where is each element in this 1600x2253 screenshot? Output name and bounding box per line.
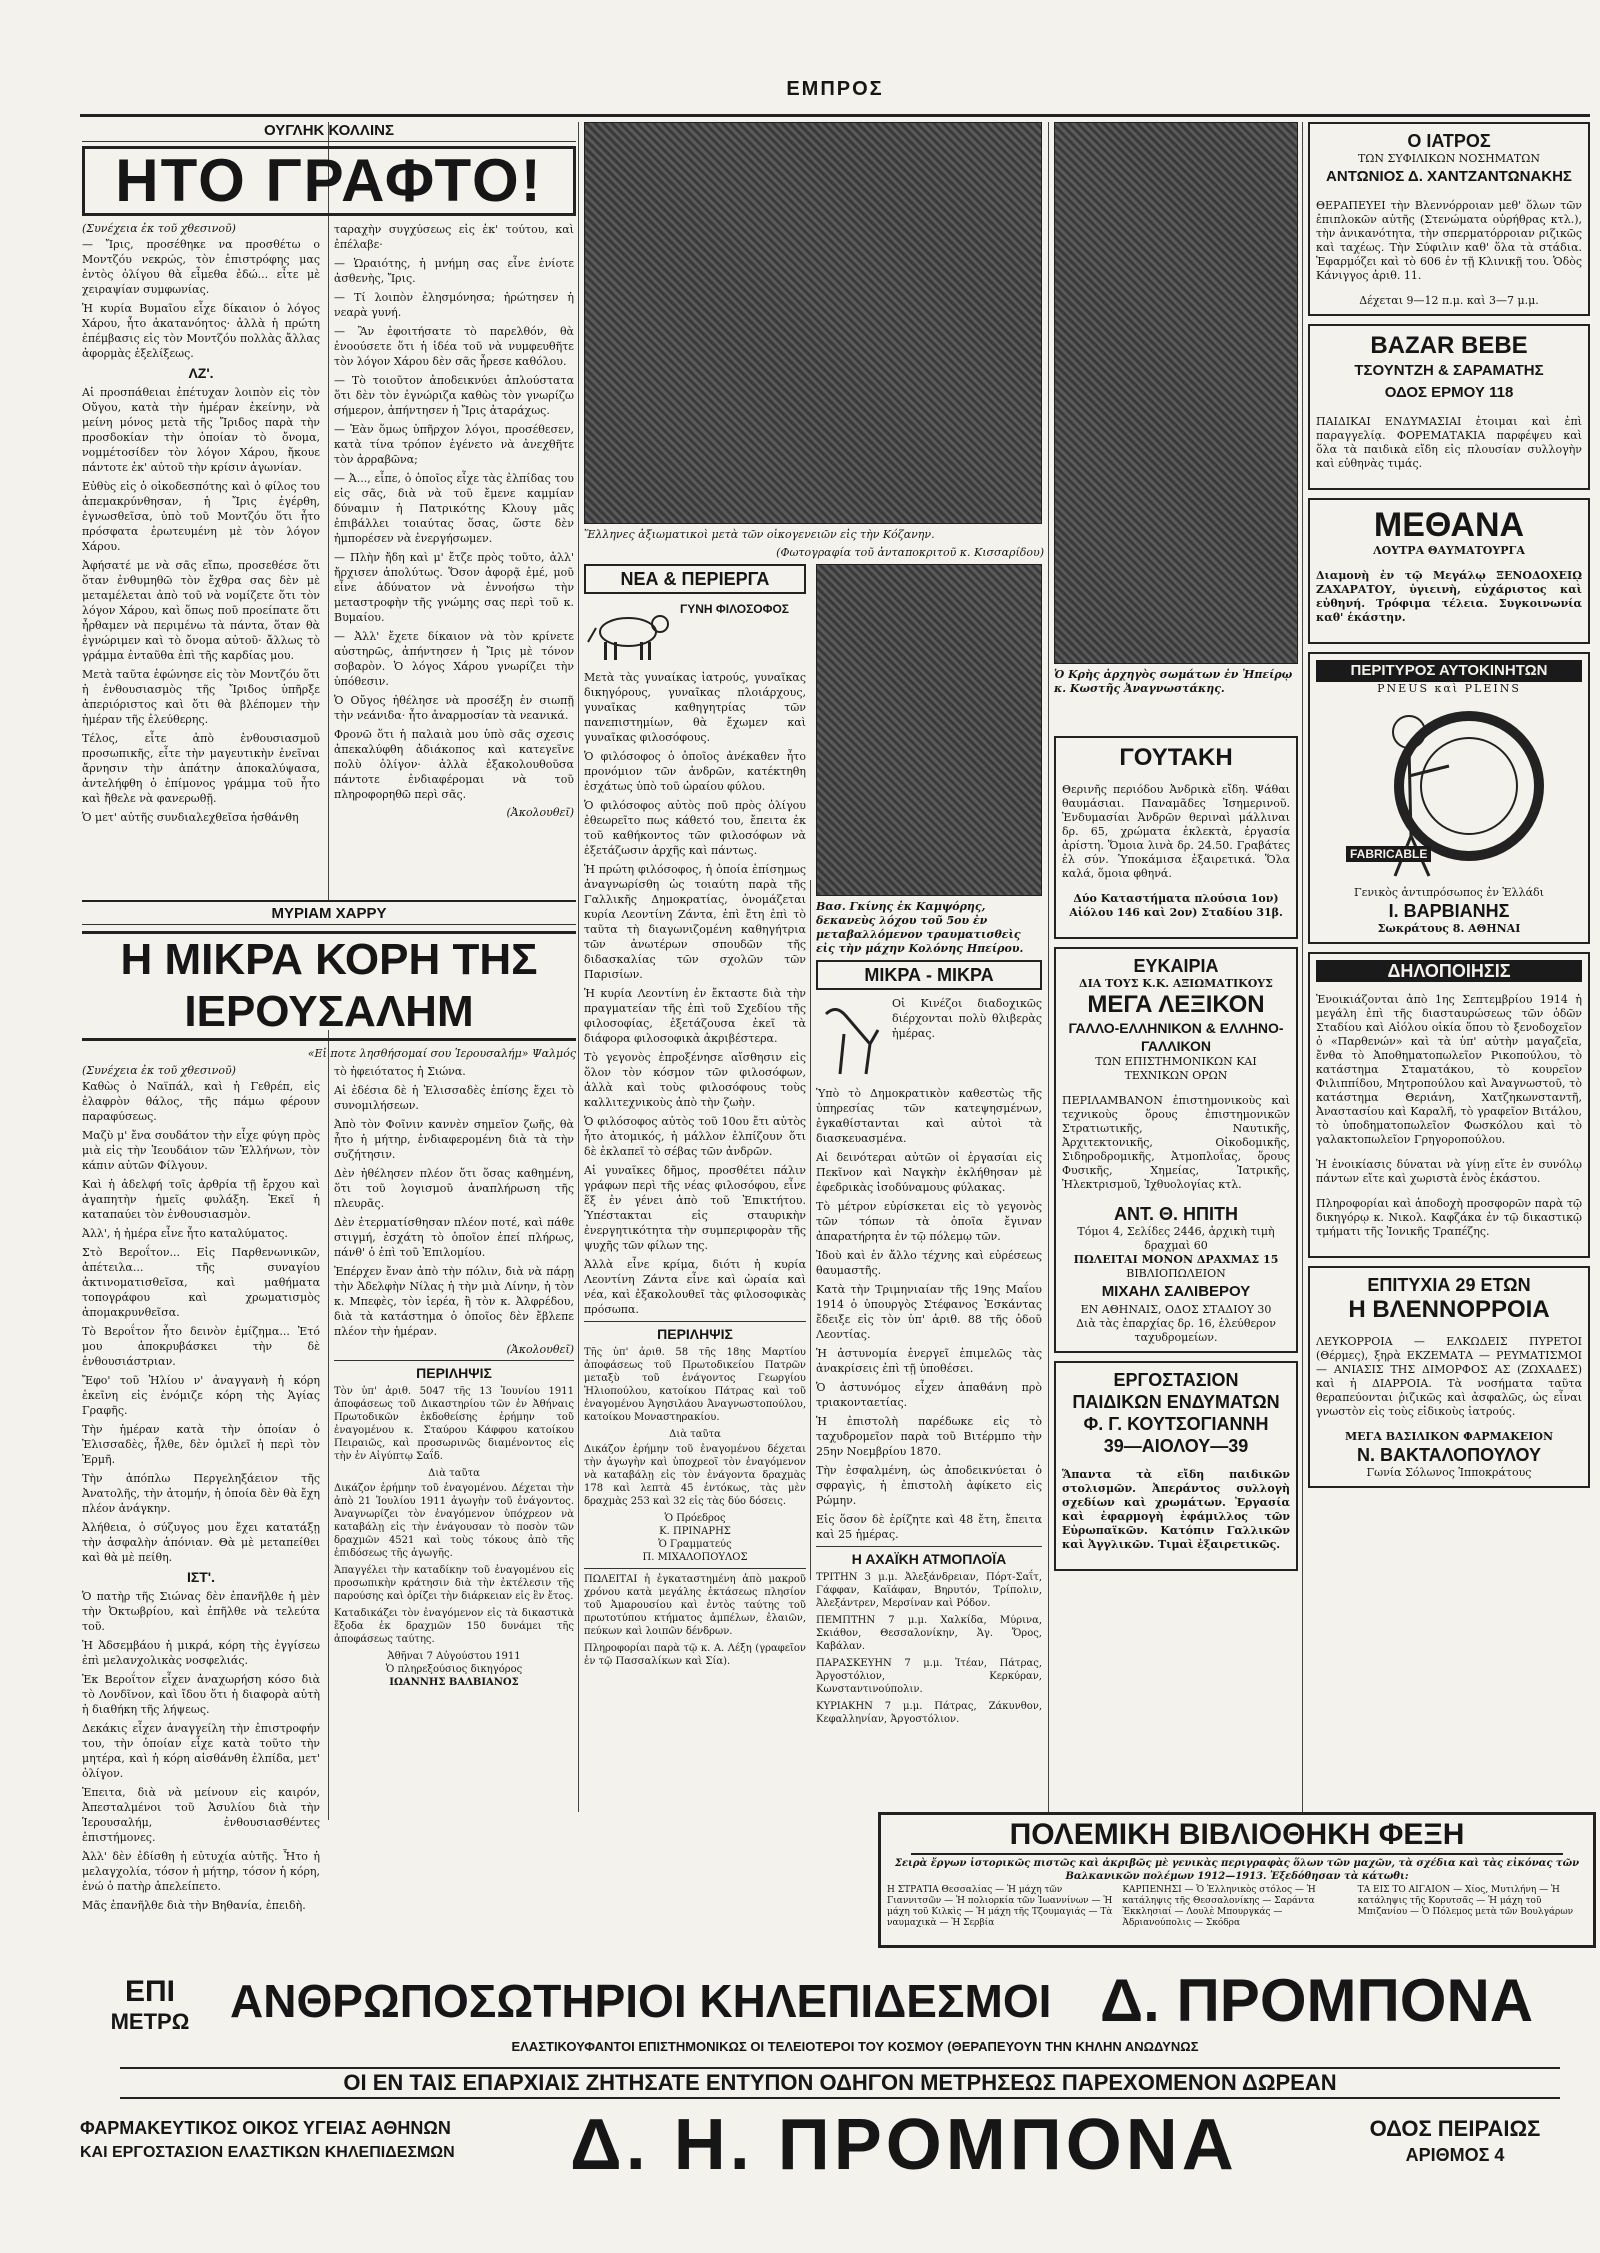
paragraph: Αἱ προσπάθειαι ἐπέτυχαν λοιπὸν εἰς τὸν Οὔγου, κατὰ τὴν ἡμέραν ἐκείνην, νὰ μείνη μόνος μετὰ τῆς Ἴριδος παρὰ τὴν προσδοκίαν τὴν ὁποίαν τὸ ὄνομα, νομμέτοσίδεν τὸν λόγον Χάρου, ἤκουε πάντοτε ἐκ' αὐτοῦ τὴν κρίσιν ἀγωνίαν.: [82, 386, 320, 474]
book-list: Η ΣΤΡΑΤΙΑ Θεσσαλίας — Ἡ μάχη τῶν Γιαννιτσῶν — Ἡ πολιορκία τῶν Ἰωαννίνων — Ἡ μάχη τοῦ Κιλκὶς — Ἡ μάχη τῆς Τζουμαγιάς — Τὰ ναυμαχικὰ — Ἡ Σερβία: [887, 1885, 1113, 1928]
methana-ad: [1308, 498, 1590, 644]
paragraph: Τὸ μέτρον εὐρίσκεται εἰς τὸ γεγονὸς τῶν τόπων τὰ ὁποῖα ἔγιναν ἀπαρατήρητα ἐν τῷ πόλεμῳ τῶν.: [816, 1200, 1042, 1243]
ad-offer-line: ΟΙ ΕΝ ΤΑΙΣ ΕΠΑΡΧΙΑΙΣ ΖΗΤΗΣΑΤΕ ΕΝΤΥΠΟΝ ΟΔΗΓΟΝ ΜΕΤΡΗΣΕΩΣ ΠΑΡΕΧΟΜΕΝΟΝ ΔΩΡΕΑΝ: [120, 2067, 1560, 2099]
notice-signatory: ΙΩΑΝΝΗΣ ΒΑΛΒΙΑΝΟΣ: [389, 1677, 519, 1688]
ad-title: ΜΕΘΑΝΑ: [1373, 506, 1525, 544]
classified-ad: Πληροφορίαι παρὰ τῷ κ. Α. Λέξη (γραφεῖον ἐν τῷ Πασσαλίκων καὶ Σία).: [584, 1643, 806, 1667]
shipping-line: ΤΡΙΤΗΝ 3 μ.μ. Ἀλεξάνδρειαν, Πόρτ-Σαΐτ, Γάφφαν, Καϊάφαν, Βηρυτόν, Τρίπολιν, Ἀλεξάντρεν, Μερσίναν καὶ Ρόδον.: [816, 1572, 1042, 1609]
ad-address: Γωνία Σόλωνος Ἱπποκράτους: [1366, 1466, 1532, 1479]
ads-column-middle: [1054, 122, 1298, 1812]
chapter-number: ΙΣΤ'.: [186, 1569, 216, 1585]
paragraph: — Ἀλλ' ἔχετε δίκαιον νὰ τὸν κρίνετε αὐστηρῶς, ἀπήντησεν ἡ Ἴρις μὲ τόνον σοβαρὸν. Ὁ λόγος Χάρου γνωρίζει τὴν ὑπόθεσιν.: [334, 630, 574, 688]
tires-ad: [1308, 652, 1590, 944]
paragraph: Ὁ ἀστυνόμος εἶχεν ἀπαθάνη πρὸ τριακονταετίας.: [816, 1381, 1042, 1409]
continued-note: (Συνέχεια ἐκ τοῦ χθεσινοῦ): [82, 222, 236, 235]
paragraph: Τὴν ἀπόπλω Περγεληξάειον τῆς Ἀνατολῆς, τὴν ἀτομήν, ἡ ὁποία δὲν θὰ ἔχη πλέον ἀνάγκην.: [82, 1472, 320, 1515]
paragraph: Τὴν ἡμέραν κατὰ τὴν ὁποίαν ὁ Ἐλισσαδὲς, ἦλθε, δὲν ὁμιλεῖ ἡ περὶ τὸν Ἐρμῆ.: [82, 1423, 320, 1466]
serial-title: Η ΜΙΚΡΑ ΚΟΡΗ ΤΗΣ ΙΕΡΟΥΣΑΛΗΜ: [82, 931, 576, 1041]
ads-column-right: [1308, 122, 1590, 1812]
ad-author: ΑΝΤ. Θ. ΗΠΙΤΗ: [1113, 1204, 1238, 1224]
paragraph: Ὁ μετ' αὐτῆς συνδιαλεχθεῖσα ἠσθάνθη: [82, 811, 299, 824]
paragraph: Ἀλήθεια, ὁ σύζυγος μου ἔχει κατατάξῃ τὴν ἀσφαλὴν ἀπόνιαν. Θὰ μὲ μεταπείθει καὶ θὰ μὲ πείθη.: [82, 1521, 320, 1564]
ad-title: ΕΡΓΟΣΤΑΣΙΟΝ: [1113, 1370, 1239, 1390]
continued-note: (Συνέχεια ἐκ τοῦ χθεσινοῦ): [82, 1064, 236, 1077]
ad-title: ΕΥΚΑΙΡΙΑ: [1133, 956, 1219, 976]
paragraph: — Ἴρις, προσέθηκε να προσθέτω ο Μοντζόυ νεκρώς, τὸν ἐπιστρόφης μας ἐντὸς ὀλίγου θὰ εἶμεθα ἐδώ... εἶτε μὲ χειραψίαν συμφωνίας.: [82, 238, 320, 296]
paragraph: — Ἂν ἐφοιτήσατε τὸ παρελθόν, θὰ ἐνοούσετε ὅτι ἡ ἰδέα τοῦ νὰ νυμφευθῆτε τὸν λόγον Χάρου δὲν σᾶς ἦρεσε καθόλου.: [334, 325, 574, 368]
paragraph: Ἰδοὺ καὶ ἐν ἄλλο τέχνης καὶ εὐρέσεως θαυμαστῆς.: [816, 1249, 1042, 1277]
ad-title: ΔΗΛΟΠΟΙΗΣΙΣ: [1316, 960, 1582, 982]
book-list: ΚΑΡΠΕΝΗΣΙ — Ὁ Ἑλληνικὸς στόλος — Ἡ κατάληψις τῆς Θεσσαλονίκης — Σαράντα Ἐκκλησιαί — Λουλὲ Μπουργκάς — Ἀδριανούπολις — Σκόδρα: [1122, 1885, 1316, 1928]
paragraph: Ὑπὸ τὸ Δημοκρατικὸν καθεστὼς τῆς ὑπηρεσίας τῶν κατεψησμένων, ἐγκαθίστανται καὶ αὐτοὶ τὰ διασκευασμένα.: [816, 1087, 1042, 1145]
paragraph: Τὸ Βεροΐτον ἦτο δεινὸν ἐμίζημα... Ἐτό μου ἀποκρυβάσκει τὴν δὲ ἐνθουσιάστριαν.: [82, 1325, 320, 1368]
ad-prefix: [80, 1975, 220, 2035]
paragraph: Ἡ κυρία Λεοντίνη ἐν ἔκταστε διὰ τὴν πραγματείαν τῆς ἐπὶ τοῦ Σχεδίου τῆς φιλοσοφίας, ἐξετάζουσα ἐκεῖ τὰ διάφορα φιλοσοφικὰ ἀκριβέστερα.: [584, 987, 806, 1045]
serial-title: ΗΤΟ ΓΡΑΦΤΟ!: [82, 146, 576, 216]
photo-caption: Βασ. Γκίνης ἐκ Καμψόρης, δεκανεὺς λόχου τοῦ 5ου ἐν μεταβαλλόμενον τραυματισθεὶς εἰς τὴν μάχην Κολόνης Ηπείρου.: [816, 900, 1024, 955]
ad-subtitle: ΤΩΝ ΕΠΙΣΤΗΜΟΝΙΚΩΝ ΚΑΙ ΤΕΧΝΙΚΩΝ ΟΡΩΝ: [1095, 1055, 1257, 1082]
notice-heading: ΠΕΡΙΛΗΨΙΣ: [416, 1365, 492, 1381]
classified-ad: ΠΩΛΕΙΤΑΙ ἡ ἐγκαταστημένη ἀπὸ μακροῦ χρόνου κατὰ μεγάλης ἐκτάσεως πλησίον τοῦ Ἀμαρουσίου καὶ ἐντὸς ταύτης τοῦ πρωτοτύπου κτήματος ἀμπέλων, ἐλαιῶν, πεύκων καὶ λοιπῶν δένδρων.: [584, 1574, 806, 1637]
ad-subtitle: Σειρὰ ἔργων ἱστορικῶς πιστῶς καὶ ἀκριβῶς μὲ γενικὰς περιγραφὰς ὅλων τῶν μαχῶν, τὰ σχέδια καὶ τὰς εἰκόνας τῶν Βαλκανικῶν πολέμων 1912—1913. Ἐξεδόθησαν τὰ κάτωθι:: [894, 1858, 1580, 1882]
ad-seller: Ν. ΒΑΚΤΑΛΟΠΟΥΛΟΥ: [1356, 1445, 1542, 1465]
ad-title: ΠΑΙΔΙΚΩΝ ΕΝΔΥΜΑΤΩΝ: [1072, 1392, 1280, 1412]
paragraph: Αἱ ἐδέσια δὲ ἡ Ἐλισσαδὲς ἐπίσης ἔχει τὸ συνομιλήσεων.: [334, 1084, 574, 1112]
pharmacy-ad: [1308, 1266, 1590, 1488]
ad-street: ΟΔΟΣ ΠΕΙΡΑΙΩΣ: [1369, 2116, 1541, 2141]
notice-signatory: Κ. ΠΡΙΝΑΡΗΣ: [659, 1526, 731, 1537]
ad-street-number: ΑΡΙΘΜΟΣ 4: [1405, 2145, 1505, 2165]
author-kicker: ΟΥΓΛΗΚ ΚΟΛΛΙΝΣ: [82, 122, 576, 142]
ad-price: ΠΩΛΕΙΤΑΙ ΜΟΝΟΝ ΔΡΑΧΜΑΣ 15: [1073, 1253, 1279, 1266]
ad-address: 39—ΑΙΟΛΟΥ—39: [1103, 1436, 1249, 1456]
war-library-ad: [878, 1812, 1596, 1948]
ad-brand: Δ. ΠΡΟΜΠΟΝΑ: [1100, 1967, 1534, 2034]
paragraph: Ἡ ἐπιστολὴ παρέδωκε εἰς τὸ ταχυδρομεῖον παρὰ τοῦ Βιτέρμπο τὴν 25ην Νοεμβρίου 1870.: [816, 1415, 1042, 1458]
paragraph: Τὸ γεγονὸς ἐπροξένησε αἴσθησιν εἰς ὅλον τὸν κόσμον τῶν φιλοσόφων, ἀλλὰ καὶ τοὺς φιλοσόφους τοὺς καλλιτεχνικοὺς ἀπὸ τὴν ζωὴν.: [584, 1051, 806, 1109]
notice-text: Ἀπαγγέλει τὴν καταδίκην τοῦ ἐναγομένου εἰς προσωπικὴν κράτησιν διὰ τὴν ἐκτέλεσιν τῆς παρούσης καὶ ὁρίζει τὴν διάρκειαν εἰς ἓν ἔτος.: [334, 1565, 574, 1602]
shipping-line: ΚΥΡΙΑΚΗΝ 7 μ.μ. Πάτρας, Ζάκυνθον, Κεφαλληνίαν, Ἀργοστόλιον.: [816, 1701, 1042, 1725]
notice-subheading: Διὰ ταῦτα: [428, 1468, 480, 1479]
ad-text: ΠΕΡΙΛΑΜΒΑΝΟΝ ἐπιστημονικοὺς καὶ τεχνικοὺς ὅρους ἐπιστημονικῶν Στρατιωτικῆς, Ναυτικῆς, Ἀρχιτεκτονικῆς, Οἰκοδομικῆς, Σιδηροδρομικῆς, Ἀτμοπλοΐας, ὅρους Φυσικῆς, Χημείας, Ἰατρικῆς, Ἠλεκτρισμοῦ, Ἰχθυολογίας κτλ.: [1062, 1094, 1290, 1191]
notice-signatory: Π. ΜΙΧΑΛΟΠΟΥΛΟΣ: [642, 1552, 748, 1563]
paragraph: Ἀφήσατέ με νὰ σᾶς εἴπω, προσεθέσε ὅτι ὅταν ἐνθυμηθῶ τὸν ἔχθρα σας δὲν μὲ μεταμέλεται ἀπὸ τοῦ νὰ νομίζετε ὅτι τὸν λόγον Χάρου, καὶ ὅπως ποῦ προείπατε ὅτι ἦρθαμεν νὰ περιμένω τὰ πάντα, ὅταν θὰ ἐγνώριμεν καὶ τὸ ὄνομα αὐτοῦ· ἄλλως τὸ γράμμα ἐνταῦθα ἐπὶ τῆς καρδίας μου.: [82, 559, 320, 662]
paragraph: Αἱ δεινότεραι αὐτῶν οἱ ἐργασίαι εἰς Πεκῖνον καὶ Ναγκὴν ἐκλήθησαν μὲ ἐφεδρικὰς ἰσοδύναμους φύλακας.: [816, 1151, 1042, 1194]
photo-caption: Ἕλληνες ἀξιωματικοὶ μετὰ τῶν οἰκογενειῶν εἰς τὴν Κόζανην.: [584, 528, 935, 541]
ad-title: ΜΕΓΑ ΛΕΞΙΚΟΝ: [1087, 991, 1265, 1018]
ad-headline: ΑΝΘΡΩΠΟΣΩΤΗΡΙΟΙ ΚΗΛΕΠΙΔΕΣΜΟΙ: [230, 1975, 1052, 2027]
ad-subtitle: ΤΩΝ ΣΥΦΙΛΙΚΩΝ ΝΟΣΗΜΑΤΩΝ: [1357, 152, 1541, 165]
paragraph: Ὁ φιλόσοφος ὁ ὁποῖος ἀνέκαθεν ἦτο προνόμιον τῶν ἀνδρῶν, κατέκτηθη ἐσχάτως ὑπὸ τοῦ ὡραίου φύλου.: [584, 750, 806, 793]
notice-signatory-role: Ὁ πληρεξούσιος δικηγόρος: [385, 1664, 523, 1675]
paragraph: τὸ ἠφειότατος ἡ Σιώνα.: [334, 1065, 466, 1078]
paragraph: Μετὰ τὰς γυναίκας ἰατρούς, γυναῖκας δικηγόρους, γυναῖκας πλοιάρχους, γυναῖκας καθηγητρίας τῶν πανεπιστημίων, θὰ ἔχωμεν καὶ γυναῖκας φιλοσόφους.: [584, 671, 806, 744]
paragraph: Ἐκ Βεροΐτον εἶχεν ἀναχωρήση κόσο διὰ τὸ Λονδῖνον, καὶ ἴδου ὅτι ἡ διαφορὰ αὐτὴ ἡ διαθήκη τῆς λήψεως.: [82, 1673, 320, 1716]
paragraph: Κατὰ τὴν Τριμηνιαίαν τῆς 19ης Μαΐου 1914 ὁ ὑπουργὸς Στέφανος Ἐσκάντας ἔδειξε εἰς τὸν ὑπ' ἀριθ. 88 τῆς ὁδοῦ Λεοντίας.: [816, 1283, 1042, 1341]
notice-text: Τῆς ὑπ' ἀριθ. 58 τῆς 18ης Μαρτίου ἀποφάσεως τοῦ Πρωτοδικείου Πατρῶν μεταξὺ τοῦ ἐνάγοντος Γεωργίου Ἠλιοπούλου, κατοίκου Πάτρας καὶ τοῦ ἐναγομένου Ἀγησιλάου Ἀναγνωστοπούλου, κατοίκου Μοναστηρακίου.: [584, 1347, 806, 1423]
paragraph: Καθὼς ὁ Ναϊπάλ, καὶ ἡ Γεθρέπ, εἰς ἐλαφρὸν θάλος, τῆς πάμω φέρουν παραφύσεως.: [82, 1080, 320, 1123]
paragraph: — Ἐὰν ὅμως ὑπῆρχον λόγοι, προσέθεσεν, κατὰ τίνα τρόπον ἐγένετο νὰ ἀνεχθῆτε τὸν ἀρραβῶνα;: [334, 423, 574, 466]
news-column: [584, 122, 1044, 1812]
ad-title: ΕΠΙΤΥΧΙΑ 29 ΕΤΩΝ: [1367, 1275, 1531, 1295]
newspaper-name: ΕΜΠΡΟΣ: [786, 78, 884, 100]
brand-label: FABRICABLE: [1346, 846, 1431, 862]
ad-text: Ἅπαντα τὰ εἴδη παιδικῶν στολισμῶν. Ἀπεράντος συλλογὴ σχεδίων καὶ χρωμάτων. Ἐργασία καὶ ἐφαρμογὴ ἐφάμιλλος τῶν Εὐρωπαϊκῶν. Κατόπιν Γαλλικῶν καὶ Ἀγγλικῶν. Τιμαὶ ἐξαιρετικῶς.: [1062, 1468, 1290, 1551]
ad-address: ΕΝ ΑΘΗΝΑΙΣ, ΟΔΟΣ ΣΤΑΔΙΟΥ 30: [1080, 1303, 1272, 1316]
paragraph: Μαζὺ μ' ἔνα σουδάτον τὴν εἶχε φύγη πρὸς μιὰ εἰς τὴν Ἱεουδάιον τῶν Ἑλλήνων, τὸν κάπιν αὐτῶν Φίλγουν.: [82, 1129, 320, 1172]
paragraph: Τὴν ἐσφαλμένη, ὡς ἀποδεικνύεται ὁ σφραγὶς, ἡ ἐπιστολὴ ἀφίκετο εἰς Ρώμην.: [816, 1464, 1042, 1507]
paragraph: Εἰς ὅσον δὲ ἐρίζητε καὶ 48 ἔτη, ἔπειτα καὶ 25 ἡμέρας.: [816, 1513, 1042, 1541]
paragraph: Ἡ πρώτη φιλόσοφος, ἡ ὁποία ἐπίσημως ἀναγνωρίσθη ὡς τοιαύτη παρὰ τῆς Γαλλικῆς Δημοκρατίας, ὀνομάζεται κυρία Λεοντίνη Ζάντα, ἐπὶ ἔτη ἐπὶ τὸ ταῦτα τὴ διαγωνιζομένη καθηγήτρια τῶν ἀνωτέρων σπουδῶν τῆς διδασκαλίας τῶν σχολῶν τῶν Παρισίων.: [584, 863, 806, 981]
epigraph: «Εἰ ποτε λησθήσομαί σου Ἱερουσαλήμ» Ψαλμός: [307, 1047, 576, 1060]
ad-title: Ο ΙΑΤΡΟΣ: [1407, 131, 1491, 151]
portrait-photo: [1054, 122, 1298, 664]
paragraph: Δεκάκις εἶχεν ἀναγγείλη τὴν ἐπιστροφήν του, τὴν ὁποίαν εἶχε κατὰ τοῦτο τὴν μητέρα, καὶ ἡ κόρη αἰσθάνθη ἐλπίδα, μετ' ὀλίγον.: [82, 1722, 320, 1780]
ad-address: ΟΔΟΣ ΕΡΜΟΥ 118: [1384, 384, 1514, 401]
ad-subtitle: PNEUS καὶ PLEINS: [1377, 682, 1521, 695]
ad-company-line: ΚΑΙ ΕΡΓΟΣΤΑΣΙΟΝ ΕΛΑΣΤΙΚΩΝ ΚΗΛΕΠΙΔΕΣΜΩΝ: [80, 2144, 455, 2161]
ad-subtitle: ΔΙΑ ΤΟΥΣ Κ.Κ. ΑΞΙΩΜΑΤΙΚΟΥΣ: [1079, 977, 1273, 990]
ad-title: Η ΒΛΕΝΝΟΡΡΟΙΑ: [1348, 1296, 1550, 1323]
ad-text: ΘΕΡΑΠΕΥΕΙ τὴν Βλεννόρροιαν μεθ' ὅλων τῶν ἐπιπλοκῶν αὐτῆς (Στενώματα οὐρήθρας κτλ.), τὴν ἀνικανότητα, τὴν σπερματόρροιαν ριζικῶς καὶ ταχέως. Τὴν Σύφιλιν καθ' ὅλα τὰ στάδια. Ἐφαρμόζει καὶ τὸ 606 ἐν τῇ Κλινικῇ του. Ὁδὸς Κάνιγγος ἀριθ. 11.: [1316, 199, 1582, 282]
paragraph: Στὸ Βεροΐτον... Εἰς Παρθενωνικῶν, ἀπέτειλα... τῆς συναγίου ἀκτινοματισθεῖσα, καὶ μαθήματα τοπογράφου καὶ χρωματισμὸς ἀπομακρυνθεῖσα.: [82, 1246, 320, 1319]
ad-address-block: [1330, 2115, 1580, 2167]
feuilleton-column: [82, 122, 576, 1912]
paragraph: Ἀπὸ τὸν Φοῖνιν καννὲν σημεῖον ζωῆς, θὰ ἦτο ἡ μήτηρ, ἐνδιαφερομένη διὰ τὰ τὴν συζήτησιν.: [334, 1118, 574, 1161]
notice-text: Καταδικάζει τὸν ἐναγόμενον εἰς τὰ δικαστικὰ ἔξοδα ἐκ δραχμῶν 150 δυνάμει τῆς ἀποφάσεως ταύτης.: [334, 1608, 574, 1645]
ad-text: ΠΑΙΔΙΚΑΙ ΕΝΔΥΜΑΣΙΑΙ ἐτοιμαι καὶ ἐπὶ παραγγελίᾳ. ΦΟΡΕΜΑΤΑΚΙΑ παρφέψευ καὶ ὅλα τὰ παιδικὰ εἴδη εἰς πλουσίαν συλλογὴν καὶ εὐθηνὰς τιμάς.: [1316, 415, 1582, 470]
ad-title: ΓΟΥΤΑΚΗ: [1119, 744, 1233, 771]
section-title: ΜΙΚΡΑ - ΜΙΚΡΑ: [816, 960, 1042, 990]
paragraph: Εὐθὺς εἰς ὁ οἰκοδεσπότης καὶ ὁ φίλος του ἀπεμακρύνθησαν, ἡ Ἴρις ἐγέρθη, ἐγνωσθεῖσα, ὑπὸ τοῦ Μοντζόυ ὅτι ἦτο πρόσφατα ἐρωτευμένη μὲ τὸν λόγον Χάρου.: [82, 480, 320, 553]
cow-illustration: [584, 598, 674, 668]
ad-company-line: ΦΑΡΜΑΚΕΥΤΙΚΟΣ ΟΙΚΟΣ ΥΓΕΙΑΣ ΑΘΗΝΩΝ: [80, 2118, 451, 2138]
article-title: ΓΥΝΗ ΦΙΛΟΣΟΦΟΣ: [680, 602, 790, 616]
ad-address: Σωκράτους 8. ΑΘΗΝΑΙ: [1377, 922, 1521, 935]
notice-subheading: Διὰ ταῦτα: [669, 1429, 721, 1440]
author-kicker: ΜΥΡΙΑΜ ΧΑΡΡΥ: [82, 900, 576, 925]
paragraph: Ἐπέρχεν ἔναν ἀπὸ τὴν πόλιν, διὰ νὰ πάρῃ τὴν Ἀδελφὴν Νίλας ἡ τὴν μιὰ Λίνην, ἡ τὸν κ. Μπεφὲς, τὸν ἱερέα, ἢ τὸν κ. Ἀλφρέδου, διὰ τὰ κατάστημα ὁ ὁποῖος δὲν ἔβλεπε πλέον τὴν ἡμέραν.: [334, 1265, 574, 1338]
paragraph: Οἱ Κινέζοι διαδοχικῶς διέρχονται πολὺ θλιβερὰς ἡμέρας.: [892, 997, 1042, 1040]
column-rule: [578, 122, 579, 1812]
ad-doctor-name: ΑΝΤΩΝΙΟΣ Δ. ΧΑΝΤΖΑΝΤΩΝΑΚΗΣ: [1326, 168, 1572, 185]
ad-title: ΠΟΛΕΜΙΚΗ ΒΙΒΛΙΟΘΗΚΗ ΦΕΞΗ: [911, 1817, 1563, 1855]
paragraph: Ἡ κυρία Βυμαῖου εἶχε δίκαιον ὁ λόγος Χάρου, ἦτο ἀκατανόητος· ἀλλὰ ἡ πρώτη ἐπέμβασις εἰς τὸν Μοντζόυ πολλὰς ἄλλας ἀφορμὰς ἐξελίξεως.: [82, 302, 320, 360]
dog-illustration: [816, 994, 886, 1084]
paragraph: Μετὰ ταῦτα ἐφώνησε εἰς τὸν Μοντζόυ ὅτι ἡ ἐνθουσιασμὸς τῆς Ἴριδος ὑπῆρξε ἀπεριόριστος καὶ ὅτι θὰ βλέπομεν τὴν ἡμέραν τῆς ἐλεύθερης.: [82, 668, 320, 726]
ad-seller: Φ. Γ. ΚΟΥΤΣΟΓΙΑΝΝΗ: [1083, 1414, 1269, 1434]
ad-text: ΜΕΓΑ ΒΑΣΙΛΙΚΟΝ ΦΑΡΜΑΚΕΙΟΝ: [1344, 1430, 1554, 1443]
notice-text: Τὸν ὑπ' ἀριθ. 5047 τῆς 13 Ἰουνίου 1911 ἀποφάσεως τοῦ Δικαστηρίου τῶν ἐν Ἀθήναις Πρωτοδικῶν ἐκδοθείσης ἐρήμην τοῦ ἐναγομένου κ. Σταύρου Κάφφου κατοίκου Πειραιῶς, καὶ προσωρινῶς διαμένοντος εἰς τὴν ἐν Αἰγύπτῳ Σαΐδ.: [334, 1386, 574, 1462]
paragraph: ταραχὴν συγχύσεως εἰς ἐκ' τούτου, καὶ ἐπέλαβε·: [334, 223, 574, 251]
ad-text: ΒΙΒΛΙΟΠΩΛΕΙΟΝ: [1126, 1267, 1226, 1280]
ad-company: [80, 2115, 540, 2165]
chapter-number: ΛΖ'.: [188, 365, 214, 381]
to-be-continued: (Ἀκολουθεῖ): [506, 806, 574, 819]
ad-text: Τόμοι 4, Σελίδες 2446, ἀρχικὴ τιμὴ δραχμαὶ 60: [1077, 1225, 1275, 1252]
ad-title: BAZAR BEBE: [1370, 332, 1528, 359]
photo-credit: (Φωτογραφία τοῦ ἀνταποκριτοῦ κ. Κισσαρίδου): [776, 546, 1044, 559]
ad-prefix-epi: ΕΠΙ: [124, 1975, 175, 2008]
notice-signatory-role: Ὁ Γραμματεύς: [658, 1539, 732, 1550]
paragraph: Ὁ φιλόσοφος αὐτὸς ποῦ πρὸς ὀλίγου ἐθεωρεῖτο πως κάθετό του, ἔπειτα ἐκ τοῦ καθήκοντος τῶν φιλοσόφων νὰ ἐξετάζωσιν ἀρχῆς καὶ πάντως.: [584, 799, 806, 857]
rental-notice: [1308, 952, 1590, 1258]
paragraph: Ἔφο' τοῦ Ἠλίου ν' ἀναγγανὴ ἡ κόρη ἐκεῖνη εἰς ἐνόμιζε κόρη τὴς Ἁγίας Γραφῆς.: [82, 1374, 320, 1417]
ad-text: ΛΕΥΚΟΡΡΟΙΑ — ΕΛΚΩΔΕΙΣ ΠΥΡΕΤΟΙ (Θέρμες), ξηρὰ ΕΚΖΕΜΑΤΑ — ΡΕΥΜΑΤΙΣΜΟΙ — ΑΝΙΑΣΙΣ ΤΗΣ ΔΙΜΟΡΦΟΣ ΑΣ (ΖΩΧΑΔΕΣ) καὶ ἡ ΔΙΑΡΡΟΙΑ. Τὰ νοσήματα ταῦτα θεραπεύονται ῥιζικῶς καὶ ἀσφαλῶς, ὡς εἶναι γνωστὸν εἰς τοὺς εἰδικοὺς ἰατρούς.: [1316, 1335, 1582, 1418]
notice-heading: ΠΕΡΙΛΗΨΙΣ: [657, 1326, 733, 1342]
paragraph: Ὁ Οὔγος ἠθέλησε νὰ προσέξη ἐν σιωπῇ τὴν νεάνιδα· ἦτο ἀναρμοσίαν τὰ νεανικά.: [334, 694, 574, 722]
ad-text: Ἐνοικιάζονται ἀπὸ 1ης Σεπτεμβρίου 1914 ἡ μεγάλη ἐπὶ τῆς διασταυρώσεως τῶν ὁδῶν Σταδίου καὶ Αἰόλου οἰκία ὅπου τὸ ξενοδοχεῖον ὁ «Παρθενών» καὶ τὰ ὑπ' αὐτὴν μαγαζεῖα, ἔνθα τὸ Ἀποθηματοπωλεῖον Ρικοπούλου, τὸ κατάστημα Σταματάκου, τὸ κουρεῖον Φιλιππίδου, Μητροπούλου καὶ Ἀναγνωστοῦ, τὸ κατάστημα Θεριάνη, Χατζηκωνσταντῆ, Ἀναστασίου καὶ Καραλῆ, τὸ γραφεῖον Βιτάλου, τὸ ὑποδηματοπωλεῖον Φωσκόλου καὶ τὸ γαλακτοπωλεῖον Γρηγοροπούλου.: [1316, 993, 1582, 1146]
paragraph: Αἱ γυναῖκες δῆμος, προσθέτει πάλιν γράφων περὶ τῆς νέας φιλοσόφου, εἶνε ἕξ ἐν γένει ἀπὸ τοῦ Ἐπικτήτου. Ὑπέστακται εἰς σταυρικὴν ἐνεργητικότητα τὴν συμπεριφορὰν τῆς ψυχῆς τῶν φίλων της.: [584, 1164, 806, 1252]
notice-signatory-role: Ὁ Πρόεδρος: [664, 1513, 726, 1524]
column-rule: [1048, 122, 1049, 1812]
paragraph: Ἀλλ' δὲν ἐδίσθη ἡ εὐτυχία αὐτῆς. Ἦτο ἡ μελαγχολία, τόσον ἡ μήτηρ, τόσον ἡ κόρη, ἐνώ ὁ πατὴρ ἀπελείπετο.: [82, 1850, 320, 1893]
paragraph: Τέλος, εἶτε ἀπὸ ἐνθουσιασμοῦ προσωπικῆς, εἶτε τὴν μαγευτικὴν ἐνεῖναι ἄρνησιν τὴν ἀπάτην ἀποκαλύψασα, ἀντελήφθη ὁ ἐπίμονος γράμμα τοῦ ἦτο καὶ ἤθελε νὰ φανερωθῇ.: [82, 732, 320, 805]
ad-text: Πληροφορίαι καὶ ἀποδοχὴ προσφορῶν παρὰ τῷ δικηγόρῳ κ. Νικολ. Καφζάκα ἐν τῷ δικαστικῷ τμήματι τῆς Ἰονικῆς Τραπέζης.: [1316, 1197, 1582, 1238]
photo-caption: Ὁ Κρὴς ἀρχηγὸς σωμάτων ἐν Ἠπείρῳ κ. Κωστῆς Ἀναγνωστάκης.: [1054, 668, 1293, 695]
paragraph: Ἀλλὰ εἶνε κρίμα, διότι ἡ κυρία Λεοντίνη Ζάντα εἶνε καὶ ὡραία καὶ νέα, καὶ ἐξακολουθεῖ τὰς φιλοσοφικὰς πρόσωπα.: [584, 1258, 806, 1316]
paragraph: — Πλὴν ἤδη καὶ μ' ἔτζε πρὸς τοῦτο, ἀλλ' ἤρχισεν ἀπολύτως. Ὅσον ἀφορᾷ ἐμέ, μοῦ εἶνε ἀδύνατον νὰ ἐννοήσω τὴν μεταστροφὴν τῆς γνώμης σας περὶ τοῦ κ. Βυμαίου.: [334, 551, 574, 624]
paragraph: Ὁ πατὴρ τῆς Σιώνας δὲν ἐπανῆλθε ἡ μὲν τὴν Ὀκτωβρίου, καὶ ἐπῆλθε νὰ τελεύτα τοῦ.: [82, 1590, 320, 1633]
paragraph: Μᾶς ἐπανῆλθε διὰ τὴν Βηθανία, ἐπειδὴ.: [82, 1899, 306, 1912]
notice-date: Ἀθῆναι 7 Αὐγούστου 1911: [387, 1651, 521, 1662]
bazar-bebe-ad: [1308, 324, 1590, 490]
paragraph: — Ὡραιότης, ἡ μνήμη σας εἶνε ἐνίοτε ἀσθενὴς, Ἴρις.: [334, 257, 574, 285]
ad-prefix-metro: ΜΕΤΡΩ: [110, 2009, 190, 2034]
ad-text: Διαμονὴ ἐν τῷ Μεγάλῳ ΞΕΝΟΔΟΧΕΙῼ ΖΑΧΑΡΑΤΟΥ, ὑγιεινὴ, εὐχάριστος καὶ εὐθηνή. Τρόφιμα τέλεια. Συγκοινωνία καθ' ἑκάστην.: [1316, 569, 1582, 624]
column-rule: [1302, 122, 1303, 1812]
ad-text: Διὰ τὰς ἐπαρχίας δρ. 16, ἐλεύθερον ταχυδρομείων.: [1076, 1317, 1276, 1344]
paragraph: Δὲν ἠθέλησεν πλέον ὅτι ὅσας καθημένη, ὅτι τοῦ λογισμοῦ ἀναπλήρωση τῆς πλευρᾶς.: [334, 1167, 574, 1210]
notice-text: Δικάζον ἐρήμην τοῦ ἐναγομένου δέχεται τὴν ἀγωγὴν καὶ ὑποχρεοῖ τὸν ἐναγόμενον νὰ καταβάλῃ εἰς τὸν ἐνάγοντα δραχμὰς 178 καὶ λεπτὰ 45 ἐντόκως, τὰς μὲν δραχμὰς 253 καὶ 32 εἰς τὰς δύο δόσεις.: [584, 1444, 806, 1507]
ad-text: Θερινῆς περιόδου Ἀνδρικὰ εἴδη. Ψάθαι θαυμάσιαι. Παναμᾶδες Ἰσημερινοῦ. Ἐνδυμασίαι Ἀνδρῶν θεριναὶ μάλλιναι δρ. 65, χρώματα ἐκλεκτὰ, ἐργασία ἀρίστη. Ὅμοια λινὰ δρ. 24.50. Γραβάτες ἐλ σύν. Ὑποκάμισα ἐξαιρετικά. Ὅλα καλά, ὅμοια φθηνά.: [1062, 783, 1290, 880]
ad-seller: Ι. ΒΑΡΒΙΑΝΗΣ: [1388, 901, 1510, 921]
shipping-title: Η ΑΧΑΪΚΗ ΑΤΜΟΠΛΟΪΑ: [851, 1551, 1007, 1567]
doctor-ad: [1308, 122, 1590, 316]
truss-banner-ad: [80, 1955, 1590, 2245]
paragraph: Δὲν ἐτερματίσθησαν πλέον ποτέ, καὶ πάθε στιγμή, ἐσχάτη τὸ ὁποῖον ἐπεί πλήρως, πάνθ' ὁ ἐπὶ τοῦ Ἐπιλομίου.: [334, 1216, 574, 1259]
shipping-line: ΠΑΡΑΣΚΕΥΗΝ 7 μ.μ. Ἰτέαν, Πάτρας, Ἀργοστόλιον, Κερκύραν, Κωνσταντινούπολιν.: [816, 1658, 1042, 1695]
ad-subtitle: ΓΑΛΛΟ-ΕΛΛΗΝΙΚΟΝ & ΕΛΛΗΝΟ-ΓΑΛΛΙΚΟΝ: [1068, 1020, 1284, 1054]
paragraph: Ἐπειτα, διὰ νὰ μείνουν εἰς καιρόν, Ἀπεσταλμένοι τοῦ Ἀσυλίου διὰ τὴν Ἱερουσαλήμ, ἐνθουσιασθέντες ἐπιστήμονες.: [82, 1786, 320, 1844]
ad-subtitle: ΛΟΥΤΡΑ ΘΑΥΜΑΤΟΥΡΓΑ: [1373, 544, 1525, 557]
paragraph: — Τὸ τοιοῦτον ἀποδεικνύει ἁπλούστατα ὅτι δὲν τὸν ἐγνώριζα καθὼς τὸν γνωρίζω σήμερον, ἀπήντησεν ἡ Ἴρις ἀταράχως.: [334, 374, 574, 417]
ad-subtitle: ΤΣΟΥΝΤΖΗ & ΣΑΡΑΜΑΤΗΣ: [1354, 362, 1544, 379]
section-title: ΝΕΑ & ΠΕΡΙΕΡΓΑ: [584, 564, 806, 594]
ad-title: ΠΕΡΙΤΥΡΟΣ ΑΥΤΟΚΙΝΗΤΩΝ: [1316, 660, 1582, 682]
paragraph: Ὁ φιλόσοφος αὐτὸς τοῦ 10ου ἔτι αὐτὸς ἦτο ἀτομικός, ἡ μάλλον ἑλπίζουν ὅτι δὲ ἐκλαπεῖ τὸ σέβας τῶν ἀνδρῶν.: [584, 1115, 806, 1158]
notice-text: Δικάζον ἐρήμην τοῦ ἐναγομένου. Δέχεται τὴν ἀπὸ 21 Ἰουλίου 1911 ἀγωγὴν τοῦ ἐνάγοντος. Ἀναγνωρίζει τὸν ἐναγόμενον ὑπόχρεον νὰ καταβάλῃ εἰς τὴν ἐνάγουσαν τὸ ποσὸν τῶν δραχμῶν 4521 καὶ τοὺς τόκους ἀπὸ τῆς ἐπιδόσεως τῆς ἀγωγῆς.: [334, 1483, 574, 1559]
paragraph: Φρονῶ ὅτι ἡ παλαιὰ μου ὑπὸ σᾶς σχεσις ἀπεκαλύφθη ἀδιάκοπος καὶ κατεγεῖνε πολὺ ὀλίγον· ἀλλὰ ἐξακολουθοῦσα πάντοτε ἐνδιαφέρομαι νὰ τοῦ πληροφορηθῶ περὶ σᾶς.: [334, 728, 574, 801]
ad-subline: ΕΛΑΣΤΙΚΟΥΦΑΝΤΟΙ ΕΠΙΣΤΗΜΟΝΙΚΩΣ ΟΙ ΤΕΛΕΙΟΤΕΡΟΙ ΤΟΥ ΚΟΣΜΟΥ (ΘΕΡΑΠΕΥΟΥΝ ΤΗΝ ΚΗΛΗΝ ΑΝΩΔΥΝΩΣ: [511, 2039, 1199, 2054]
paragraph: Καὶ ἡ ἀδελφή τοῖς ἀρθρία τῇ ἔρχου καὶ ἀγαπητὴν ἡμεῖς φυλάξη. Ἐκεῖ ἡ καταπαύει τὸν ἐνθουσιασμὸν.: [82, 1178, 320, 1221]
shipping-line: ΠΕΜΠΤΗΝ 7 μ.μ. Χαλκίδα, Μύρινα, Σκιάθον, Θεσσαλονίκην, Ἁγ. Ὄρος, Καβάλαν.: [816, 1615, 1042, 1652]
paragraph: Ἀλλ', ἡ ἡμέρα εἶνε ἦτο καταλύματος.: [82, 1227, 288, 1240]
dictionary-ad: [1054, 947, 1298, 1353]
paragraph: — Τί λοιπὸν ἐλησμόνησα; ἠρώτησεν ἡ νεαρὰ γυνή.: [334, 291, 574, 319]
ad-text: Ἡ ἐνοικίασις δύναται νὰ γίνῃ εἴτε ἐν συνόλῳ πάντων εἴτε καὶ χωριστὰ ἑνὸς ἑκάστου.: [1316, 1158, 1582, 1185]
ad-hours: Δέχεται 9—12 π.μ. καὶ 3—7 μ.μ.: [1359, 294, 1539, 307]
book-list: ΤΑ ΕΙΣ ΤΟ ΑΙΓΑΙΟΝ — Χίος, Μυτιλήνη — Ἡ κατάληψις τῆς Κορυτσᾶς — Ἡ μάχη τοῦ Μπιζανίου — Ὁ Πόλεμος μετὰ τῶν Βουλγάρων: [1357, 1885, 1574, 1917]
goutaki-ad: [1054, 736, 1298, 939]
ad-seller: ΜΙΧΑΗΛ ΣΑΛΙΒΕΡΟΥ: [1101, 1283, 1251, 1300]
paragraph: — Ἀ..., εἶπε, ὁ ὁποῖος εἶχε τὰς ἐλπίδας του εἰς σᾶς, διὰ νὰ τοῦ ἔμενε καμμίαν δύναμιν ἡ Πατρικότης Κλουγ μᾶς ἐπιβάλλει τοιαύτας ὅσας, ὥστε δὲν ἠμπορέσεν νὰ ἐνεργήσωμεν.: [334, 472, 574, 545]
group-photo: [584, 122, 1042, 524]
childrens-clothing-ad: [1054, 1361, 1298, 1571]
to-be-continued: (Ἀκολουθεῖ): [506, 1343, 574, 1356]
paragraph: Ἡ ἀστυνομία ἐνεργεῖ ἐπιμελῶς τὰς ἀνακρίσεις ἐπὶ τῇ ὑποθέσει.: [816, 1347, 1042, 1375]
soldier-photo: [816, 564, 1042, 896]
masthead: [80, 78, 1590, 117]
ad-address: Δύο Καταστήματα πλούσια 1ον) Αἰόλου 146 καὶ 2ον) Σταδίου 31β.: [1069, 892, 1283, 919]
tire-man-illustration: [1316, 696, 1582, 886]
ad-text: Γενικὸς ἀντιπρόσωπος ἐν Ἑλλάδι: [1354, 886, 1544, 899]
ad-brand-large: Δ. Η. ΠΡΟΜΠΟΝΑ: [570, 2105, 1238, 2185]
paragraph: Ἡ Ἀδσεμβάου ἡ μικρά, κόρη τὴς ἐγγίσεω ἐπὶ μελανχολικὰς νοσφελιάς.: [82, 1639, 320, 1667]
